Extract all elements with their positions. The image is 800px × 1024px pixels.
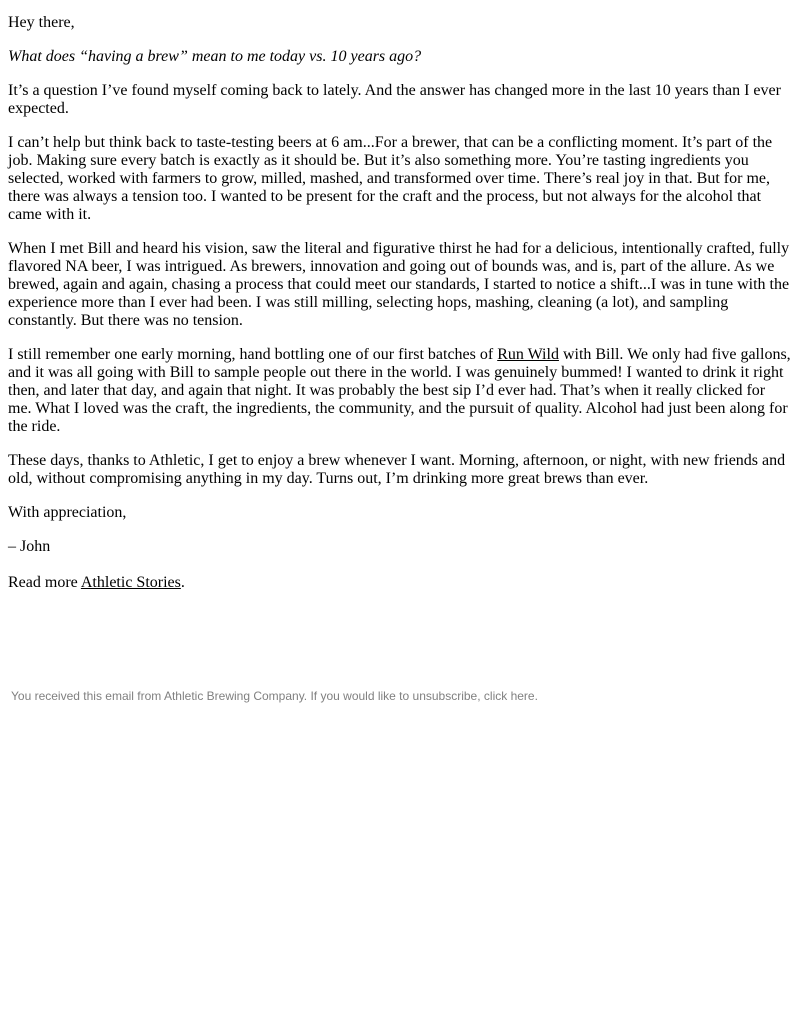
email-body [8,14,792,608]
athletic-stories-link[interactable]: Athletic Stories [80,574,181,591]
paragraph-intro: It’s a question I’ve found myself coming back to lately. And the answer has changed more in the last 10 years than I ever expected. [8,82,781,117]
run-wild-text-after: with Bill. We only had five gallons, and it was all going with Bill to sample people out there in the world. I was genuinely bummed! I wanted to drink it right then, and later that day, and again that night. It was probably the best sip I’d ever had. That’s when it really clicked for me. What I loved was the craft, the ingredients, the community, and the pursuit of quality. Alcohol had just been along for the ride. [8,346,791,435]
unsubscribe-footer[interactable]: You received this email from Athletic Brewing Company. If you would like to unsubscribe, click here. [11,689,538,703]
question-heading: What does “having a brew” mean to me today vs. 10 years ago? [8,48,422,65]
run-wild-link[interactable]: Run Wild [497,346,559,363]
closing: With appreciation, [8,504,127,521]
greeting: Hey there, [8,14,75,31]
run-wild-text-before: I still remember one early morning, hand bottling one of our first batches of [8,346,498,363]
paragraph-taste-testing: I can’t help but think back to taste-testing beers at 6 am...For a brewer, that can be a conflicting moment. It’s part of the job. Making sure every batch is exactly as it should be. But it’s also something more. You’re tasting ingredients you selected, worked with farmers to grow, milled, mashed, and transformed over time. There’s real joy in that. But for me, there was always a tension too. I wanted to be present for the craft and the process, but not always for the alcohol that came with it. [8,134,773,223]
paragraph-run-wild [8,346,792,436]
read-more-line [8,574,792,592]
paragraph-these-days: These days, thanks to Athletic, I get to enjoy a brew whenever I want. Morning, afternoon, or night, with new friends and old, without compromising anything in my day. Turns out, I’m drinking more great brews than ever. [8,452,786,487]
paragraph-meeting-bill: When I met Bill and heard his vision, saw the literal and figurative thirst he had for a delicious, intentionally crafted, fully flavored NA beer, I was intrigued. As brewers, innovation and going out of bounds was, and is, part of the allure. As we brewed, again and again, chasing a process that could meet our standards, I started to notice a shift...I was in tune with the experience more than I ever had been. I was still milling, selecting hops, mashing, cleaning (a lot), and sampling constantly. But there was no tension. [8,240,790,329]
signature: – John [8,538,51,555]
read-more-text: Read more [8,574,81,591]
read-more-period: . [180,574,185,591]
